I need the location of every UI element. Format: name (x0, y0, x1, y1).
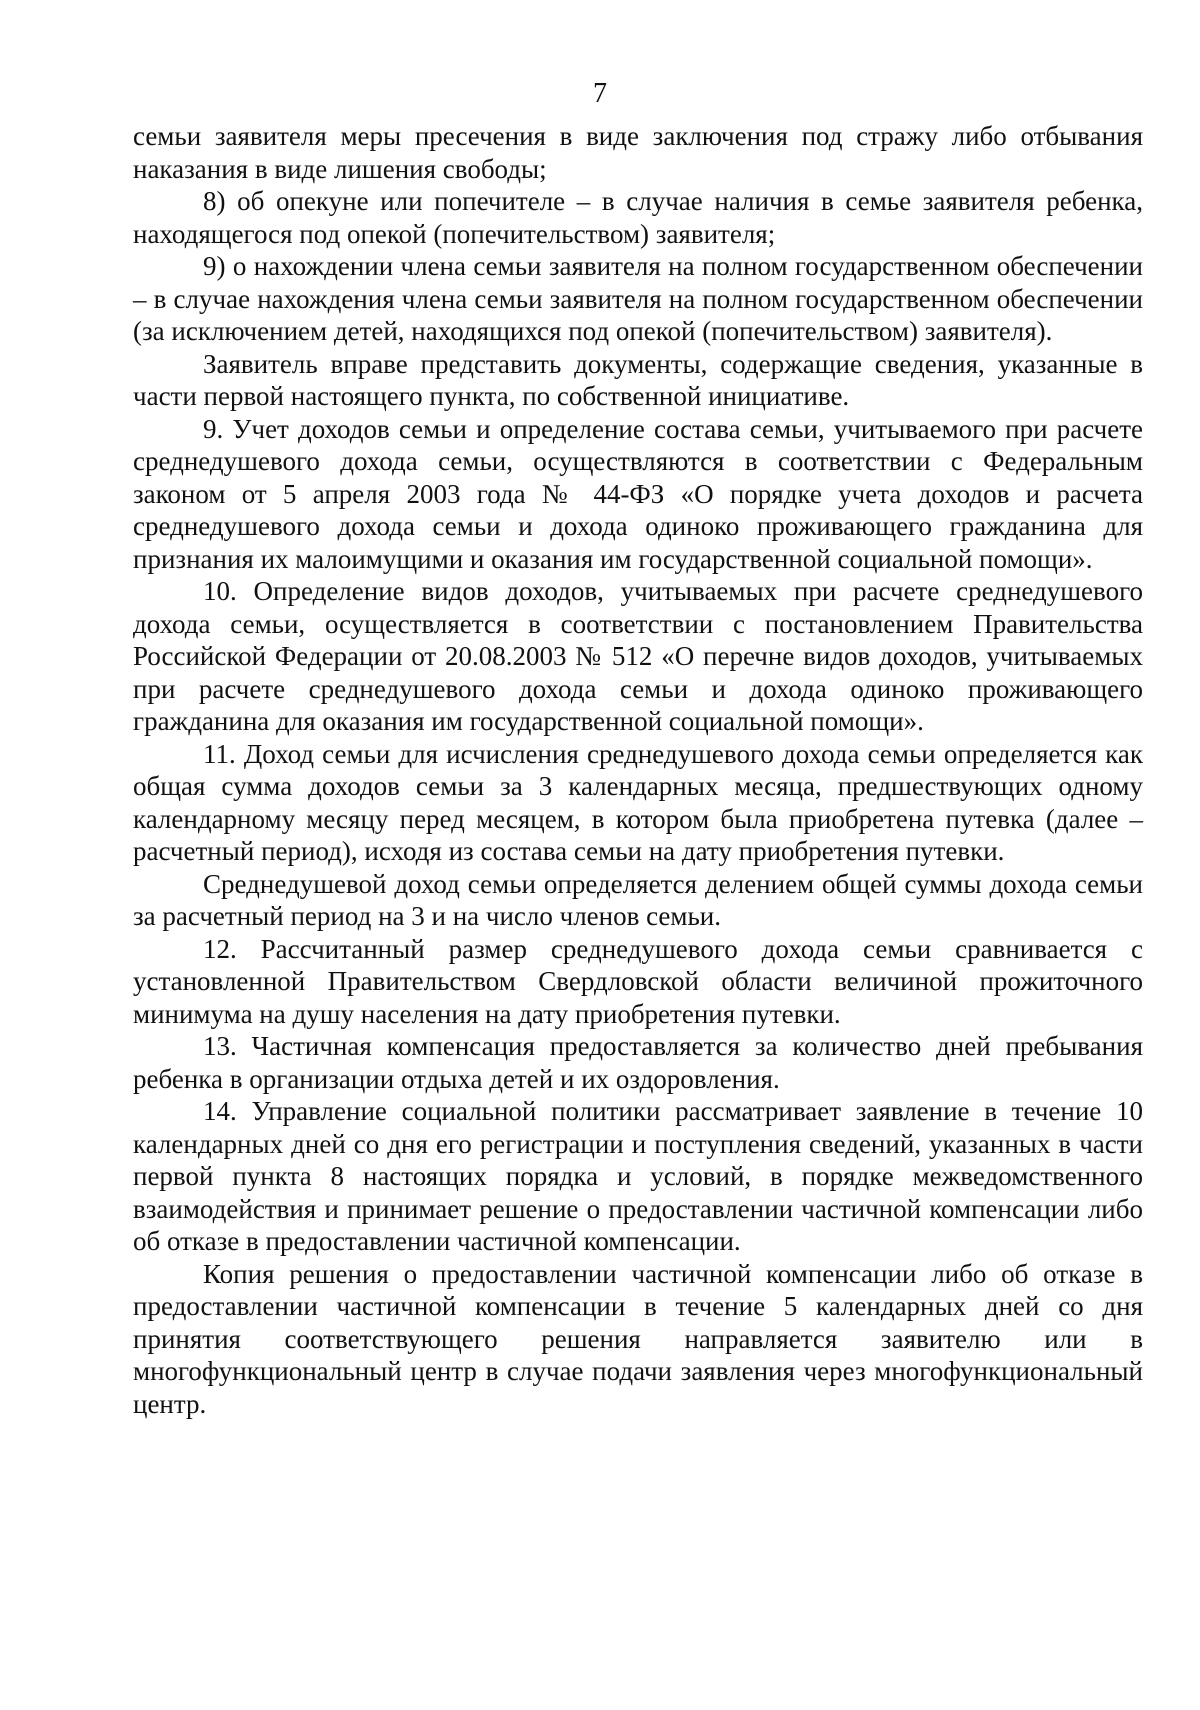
document-body (133, 120, 1143, 1420)
paragraph-average-income: Среднедушевой доход семьи определяется делением общей суммы дохода семьи за расчетный период на 3 и на число членов семьи. (133, 868, 1143, 931)
paragraph-clause-13: 13. Частичная компенсация предоставляется за количество дней пребывания ребенка в организации отдыха детей и их оздоровления. (133, 1031, 1143, 1094)
paragraph-decision-copy: Копия решения о предоставлении частичной компенсации либо об отказе в предоставлении частичной компенсации в течение 5 календарных дней со дня принятия соответствующего решения направляется заявителю или в многофункциональный центр в случае подачи заявления через многофункциональный центр. (133, 1258, 1143, 1419)
paragraph-applicant-right: Заявитель вправе представить документы, содержащие сведения, указанные в части первой настоящего пункта, по собственной инициативе. (133, 348, 1143, 411)
paragraph-continuation: семьи заявителя меры пресечения в виде заключения под стражу либо отбывания наказания в виде лишения свободы; (133, 121, 1143, 184)
paragraph-clause-12: 12. Рассчитанный размер среднедушевого дохода семьи сравнивается с установленной Правительством Свердловской области величиной прожиточного минимума на душу населения на дату приобретения путевки. (133, 933, 1143, 1029)
page-number: 7 (593, 78, 607, 109)
paragraph-clause-9: 9. Учет доходов семьи и определение состава семьи, учитываемого при расчете среднедушевого дохода семьи, осуществляются в соответствии с Федеральным законом от 5 апреля 2003 года № 44-ФЗ «О порядке учета доходов и расчета среднедушевого дохода семьи и дохода одиноко проживающего гражданина для признания их малоимущими и оказания им государственной социальной помощи». (133, 413, 1143, 574)
paragraph-clause-11: 11. Доход семьи для исчисления среднедушевого дохода семьи определяется как общая сумма доходов семьи за 3 календарных месяца, предшествующих одному календарному месяцу перед месяцем, в котором была приобретена путевка (далее – расчетный период), исходя из состава семьи на дату приобретения путевки. (133, 738, 1143, 866)
paragraph-item-9-state-support: 9) о нахождении члена семьи заявителя на полном государственном обеспечении – в случае нахождения члена семьи заявителя на полном государственном обеспечении (за исключением детей, находящихся под опекой (попечительством) заявителя). (133, 251, 1143, 346)
paragraph-clause-14: 14. Управление социальной политики рассматривает заявление в течение 10 календарных дней со дня его регистрации и поступления сведений, указанных в части первой пункта 8 настоящих порядка и условий, в порядке межведомственного взаимодействия и принимает решение о предоставлении частичной компенсации либо об отказе в предоставлении частичной компенсации. (133, 1096, 1143, 1256)
paragraph-clause-10: 10. Определение видов доходов, учитываемых при расчете среднедушевого дохода семьи, осуществляется в соответствии с постановлением Правительства Российской Федерации от 20.08.2003 № 512 «О перечне видов доходов, учитываемых при расчете среднедушевого дохода семьи и дохода одиноко проживающего гражданина для оказания им государственной социальной помощи». (133, 576, 1143, 736)
paragraph-item-8-guardian: 8) об опекуне или попечителе – в случае наличия в семье заявителя ребенка, находящегося под опекой (попечительством) заявителя; (133, 186, 1143, 249)
